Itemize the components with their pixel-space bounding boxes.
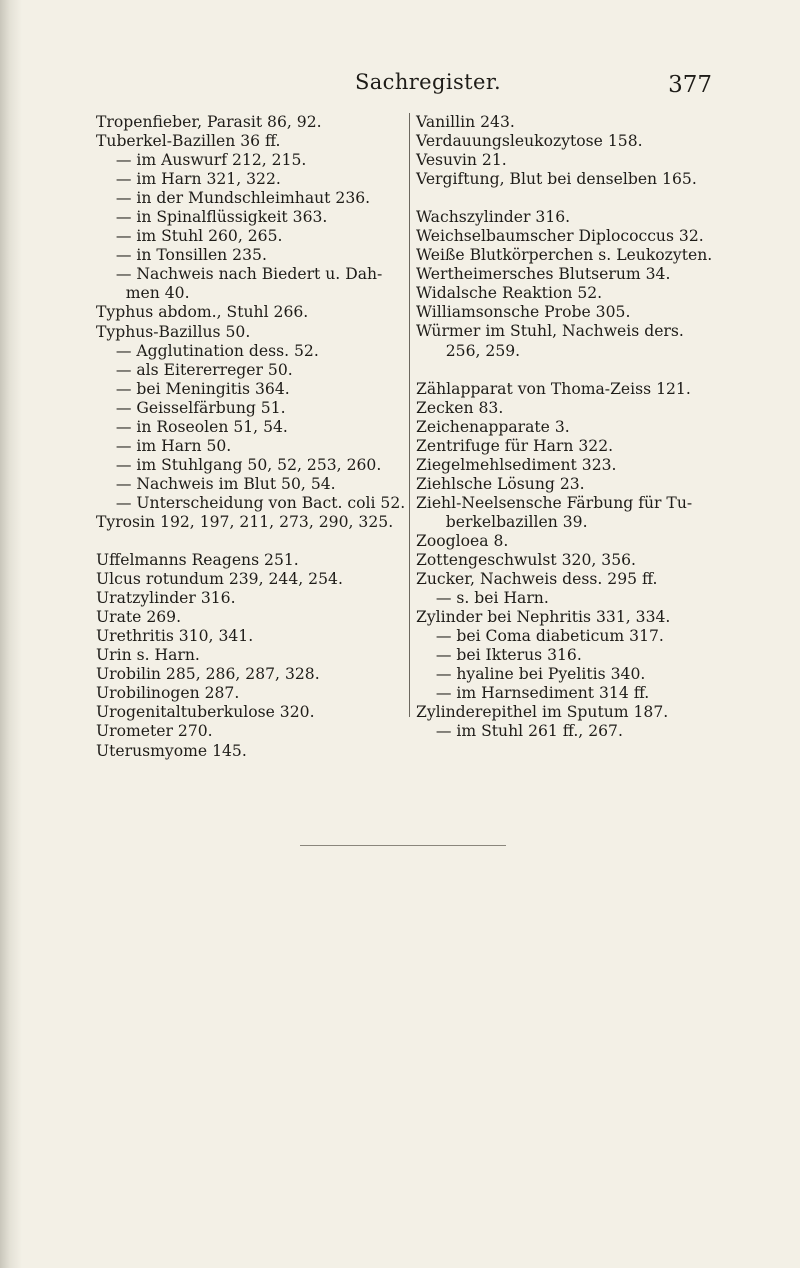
index-entry: Würmer im Stuhl, Nachweis ders. [416,322,684,341]
index-entry: Uffelmanns Reagens 251. [96,551,299,570]
index-entry: — hyaline bei Pyelitis 340. [416,665,646,684]
letter-group-gap [96,532,408,551]
index-entry: — im Auswurf 212, 215. [96,151,307,170]
index-entry: — bei Ikterus 316. [416,646,582,665]
index-entry: Vanillin 243. [416,113,515,131]
index-entry: Urate 269. [96,608,182,627]
page-number: 377 [668,72,712,98]
index-entry: — im Harnsediment 314 ff. [416,684,650,703]
index-entry: Weichselbaumscher Diplococcus 32. [416,227,704,246]
index-entry: 256, 259. [416,341,521,360]
index-entry: men 40. [96,284,190,303]
index-entry: berkelbazillen 39. [416,512,588,531]
letter-group [96,551,408,761]
index-entry: Wertheimersches Blutserum 34. [416,265,671,284]
end-rule [300,845,506,846]
index-entry: Ziegelmehlsediment 323. [416,455,617,474]
index-entry: Urometer 270. [96,722,213,741]
index-entry: Weiße Blutkörperchen s. Leukozyten. [416,246,713,265]
index-entry: — in Spinalflüssigkeit 363. [96,208,328,227]
index-entry: Uratzylinder 316. [96,589,236,608]
index-entry: — im Stuhlgang 50, 52, 253, 260. [96,455,382,474]
letter-group [416,113,712,189]
index-entry: — in der Mundschleimhaut 236. [96,189,371,208]
index-entry: Urin s. Harn. [96,646,200,665]
index-entry: Typhus abdom., Stuhl 266. [96,303,309,322]
index-entry: Wachszylinder 316. [416,208,571,227]
index-entry: Urogenitaltuberkulose 320. [96,703,315,722]
index-column-right [416,113,712,741]
index-entry: — in Tonsillen 235. [96,246,267,265]
index-entry: — Agglutination dess. 52. [96,341,319,360]
index-entry: — Geisselfärbung 51. [96,398,286,417]
index-entry: — Nachweis nach Biedert u. Dah- [96,265,383,284]
index-entry: Zylinder bei Nephritis 331, 334. [416,608,671,627]
index-entry: Vesuvin 21. [416,151,507,170]
index-entry: Zentrifuge für Harn 322. [416,436,614,455]
index-entry: Zylinderepithel im Sputum 187. [416,703,669,722]
index-entry: Zeichenapparate 3. [416,417,570,436]
letter-group-gap [416,361,712,380]
index-entry: — im Stuhl 261 ff., 267. [416,722,623,741]
page-header [0,70,800,110]
index-entry: Zoogloea 8. [416,531,509,550]
index-entry: Urobilinogen 287. [96,684,240,703]
index-entry: Zucker, Nachweis dess. 295 ff. [416,570,658,589]
index-column-left [96,113,408,761]
index-entry: Vergiftung, Blut bei denselben 165. [416,170,697,189]
index-entry: Tyrosin 192, 197, 211, 273, 290, 325. [96,512,394,531]
index-entry: Uterusmyome 145. [96,741,247,760]
index-entry: Zählapparat von Thoma-Zeiss 121. [416,379,691,398]
letter-group [96,113,408,532]
index-entry: Zecken 83. [416,398,504,417]
index-entry: — in Roseolen 51, 54. [96,417,288,436]
page-title: Sachregister. [354,70,502,94]
index-entry: Ulcus rotundum 239, 244, 254. [96,570,343,589]
index-entry: Williamsonsche Probe 305. [416,303,631,322]
letter-group [416,208,712,360]
index-entry: — bei Coma diabeticum 317. [416,627,664,646]
letter-group [416,380,712,742]
index-entry: Tropenfieber, Parasit 86, 92. [96,113,322,131]
column-divider [409,113,410,717]
index-entry: Urethritis 310, 341. [96,627,254,646]
index-entry: Tuberkel-Bazillen 36 ff. [96,132,281,151]
index-entry: — als Eitererreger 50. [96,360,293,379]
index-entry: Verdauungsleukozytose 158. [416,132,643,151]
index-entry: Typhus-Bazillus 50. [96,322,251,341]
index-entry: — Unterscheidung von Bact. coli 52. [96,493,406,512]
index-entry: — im Stuhl 260, 265. [96,227,283,246]
index-entry: Urobilin 285, 286, 287, 328. [96,665,320,684]
index-entry: — Nachweis im Blut 50, 54. [96,474,336,493]
page-binding-edge [0,0,22,1268]
index-entry: Ziehl-Neelsensche Färbung für Tu- [416,493,693,512]
index-entry: Ziehlsche Lösung 23. [416,474,585,493]
index-entry: — bei Meningitis 364. [96,379,290,398]
index-entry: Widalsche Reaktion 52. [416,284,603,303]
index-entry: — s. bei Harn. [416,589,549,608]
index-entry: — im Harn 50. [96,436,232,455]
index-entry: — im Harn 321, 322. [96,170,281,189]
letter-group-gap [416,189,712,208]
index-entry: Zottengeschwulst 320, 356. [416,550,637,569]
